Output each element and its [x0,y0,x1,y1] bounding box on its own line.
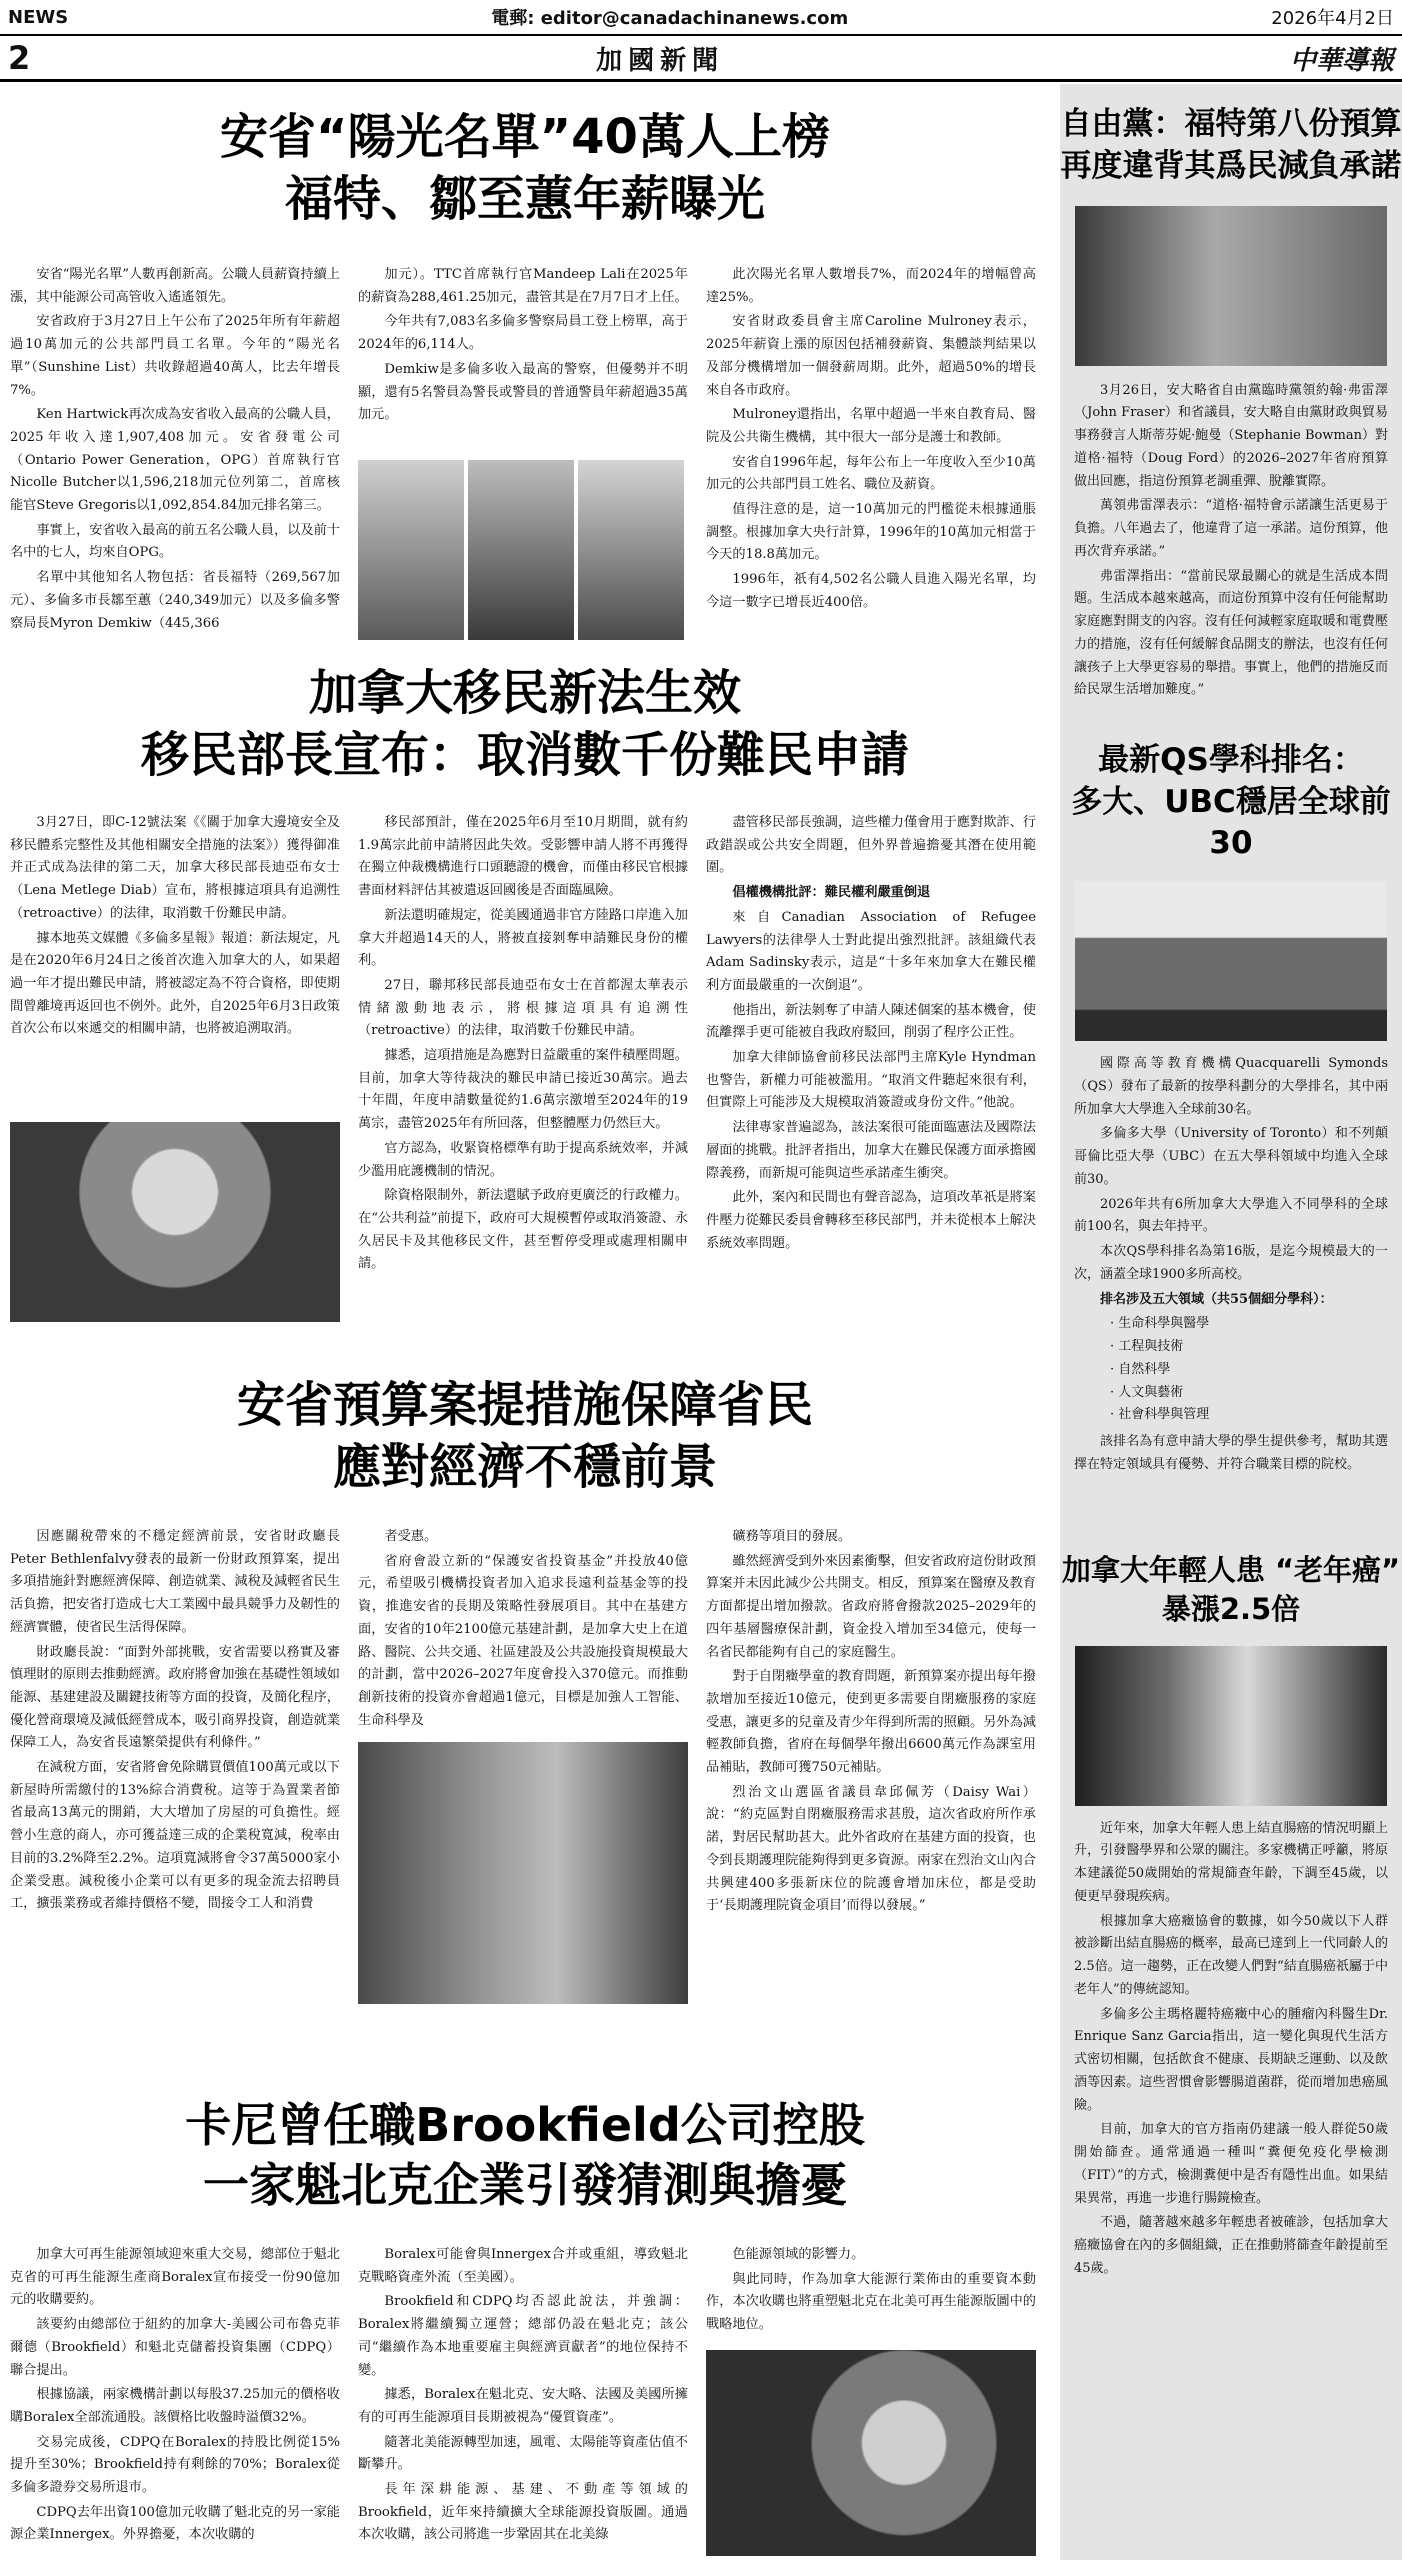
paragraph: 此外，案內和民間也有聲音認為，這項改革祇是將案件壓力從難民委員會轉移至移民部門，并未從根本上解決系統效率問題。 [706,1190,1036,1251]
headline-line-2: 移民部長宣布：取消數千份難民申請 [140,727,909,784]
paragraph: CDPQ去年出資100億加元收購了魁北克的另一家能源企業Innergex。外界擔憂，本次收購的 [10,2504,340,2543]
paragraph: 3月27日，即C-12號法案《《關于加拿大邊境安全及移民體系完整性及其他相關安全措施的法案》）獲得御准并正式成為法律的第二天，加拿大移民部長迪亞布女士（Lena Metlege Diab）宣布，將根據這項具有追溯性（retroactive）的法律，取消數千份難民申請。 [10,815,340,921]
main-column [0,84,1050,2560]
headline-line-1: 卡尼曾任職Brookfield公司控股 [185,2098,865,2152]
sidebar-article-qs-ranking [1060,740,1402,1534]
paragraph: 27日，聯邦移民部長迪亞布女士在首都渥太華表示情緒激動地表示，將根據這項具有追溯性（retroactive）的法律，取消數千份難民申請。 [358,977,688,1039]
paragraph: 雖然經濟受到外來因素衝擊，但安省政府這份財政預算案并未因此減少公共開支。相反，預算案在醫療及教育方面都提出增加撥款。省政府將會撥款2025–2029年的四年基層醫療保計劃，資金投入增加至34億元，使每一名省民都能夠有自己的家庭醫生。 [706,1553,1036,1660]
headline-line-1: 自由黨：福特第八份預算 [1060,106,1402,142]
headline-line-1: 加拿大移民新法生效 [308,665,741,721]
article-column-2 [358,2244,688,2556]
paragraph: 長年深耕能源、基建、不動產等領域的Brookfield，近年來持續擴大全球能源投資版圖。通過本次收購，該公司將進一步鞏固其在北美綠 [358,2482,688,2543]
sidebar-headline [1060,1551,1402,1629]
paragraph: 據本地英文媒體《多倫多星報》報道：新法規定，凡是在2020年6月24日之後首次進入加拿大的人，如果超過一年才提出難民申請，將被認定為不符合資格，即使期間曾離境再返回也不例外。此外，自2025年6月3日政策首次公布以來遞交的相關申請，也將被追溯取消。 [10,930,340,1037]
list-item: · 生命科學與醫學 [1110,1316,1210,1332]
headline-line-2: 應對經濟不穩前景 [332,1439,717,1496]
portrait-photo [578,460,684,640]
paragraph: 根據協議，兩家機構計劃以每股37.25加元的價格收購Boralex全部流通股。該價格比收盤時溢價32%。 [10,2387,340,2425]
article-column-3 [706,1526,1036,2010]
paragraph: 因應關稅帶來的不穩定經濟前景，安省財政廳長Peter Bethlenfalvy發表的最新一份財政預算案，提出多項措施針對應經濟保障、創造就業、減稅及減輕省民生活負擔，把安省打造成七大工業國中最具競爭力及韌性的經濟實體，使省民生活得保障。 [10,1529,340,1635]
paragraph: 此次陽光名單人數增長7%，而2024年的增幅曾高達25%。 [706,267,1036,305]
section-label: NEWS [8,6,69,28]
article-column-1 [10,2244,340,2556]
article-column-1 [10,812,340,1332]
paragraph: 不過，隨著越來越多年輕患者被確診，包括加拿大癌癥協會在內的多個組織，正在推動將篩查年齡提前至45歲。 [1074,2215,1388,2276]
subject-list [1074,1313,1388,1427]
paragraph: 根據加拿大癌癥協會的數據，如今50歲以下人群被診斷出結直腸癌的概率，最高已達到上一代同齡人的2.5倍。這一趨勢，正在改變人們對“結直腸癌祇屬于中老年人”的傳統認知。 [1074,1913,1388,1997]
headline-line-2: 再度違背其爲民減負承諾 [1060,147,1402,184]
article-headline [0,2096,1050,2216]
paragraph: 值得注意的是，這一10萬加元的門檻從未根據通脹調整。根據加拿大央行計算，1996年的10萬加元相當于今天的18.8萬加元。 [706,502,1036,563]
sidebar-headline [1060,84,1402,188]
paragraph: 在減稅方面，安省將會免除購買價值100萬元或以下新屋時所需繳付的13%綜合消費稅。這等于為置業者節省最高13萬元的開銷，大大增加了房屋的可負擔性。經營小生意的商人，亦可獲益達三成的企業稅寬減，稅率由目前的3.2%降至2.2%。這項寬減將會令37萬5000家小企業受惠。減稅後小企業可以有更多的現金流去招聘員工，擴張業務或者維持價格不變，間接令工人和消費 [10,1760,340,1912]
paragraph: 盡管移民部長強調，這些權力僅會用于應對欺詐、行政錯誤或公共安全問題，但外界普遍擔憂其潛在使用範圍。 [706,815,1036,876]
page-header [0,0,1402,80]
paragraph: 加元）。TTC首席執行官Mandeep Lali在2025年的薪資為288,461.25加元，盡管其是在7月7日才上任。 [358,267,688,305]
paragraph: 據悉，這項措施是為應對日益嚴重的案件積壓問題。目前，加拿大等待裁決的難民申請已接近30萬宗。過去十年間，年度申請數量從約1.6萬宗激增至2024年的19萬宗，盡管2025年有所回落，但整體壓力仍然巨大。 [358,1048,688,1132]
article-column-2 [358,1526,688,2010]
article-column-1 [10,264,340,664]
email-contact: 電郵: editor@canadachinanews.com [491,8,849,29]
article-columns [10,1526,1040,2010]
paragraph: 國際高等教育機構Quacquarelli Symonds（QS）發布了最新的按學科劃分的大學排名，其中兩所加拿大大學進入全球前30名。 [1074,1056,1388,1117]
budget-photo [358,1742,688,2004]
sidebar-text [1060,380,1402,720]
column-text [706,2244,1036,2340]
paragraph: 除資格限制外，新法還賦予政府更廣泛的行政權力。在“公共利益”前提下，政府可大規模暫停或取消簽證、永久居民卡及其他移民文件，甚至暫停受理或處理相關申請。 [358,1188,688,1272]
paragraph: 加拿大律師協會前移民法部門主席Kyle Hyndman也警告，新權力可能被濫用。“取消文件聽起來很有利，但實際上可能涉及大規模取消簽證或身份文件。”他說。 [706,1050,1036,1111]
paragraph: 隨著北美能源轉型加速，風電、太陽能等資產估值不斷攀升。 [358,2434,688,2473]
sidebar-text [1060,1053,1402,1533]
paragraph: 多倫多大學（University of Toronto）和不列顛哥倫比亞大學（UBC）在五大學科領域中均進入全球前30。 [1074,1126,1388,1187]
paragraph: 安省政府于3月27日上午公布了2025年所有年薪超過10萬加元的公共部門員工名單。今年的“陽光名單”（Sunshine List）共收錄超過40萬人，比去年增長7%。 [10,314,340,398]
paragraph: 近年來，加拿大年輕人患上結直腸癌的情況明顯上升，引發醫學界和公眾的關注。多家機構正呼籲，將原本建議從50歲開始的常規篩查年齡，下調至45歲，以便更早發現疾病。 [1074,1820,1388,1904]
paragraph: 他指出，新法剝奪了申請人陳述個案的基本機會，使流離擇手更可能被自我政府駁回，削弱了程序公正性。 [706,1002,1036,1041]
article-column-3 [706,812,1036,1332]
column-text [358,1526,688,1732]
paragraph: 3月26日，安大略省自由黨臨時黨領約翰·弗雷澤（John Fraser）和省議員，安大略自由黨財政與貿易事務發言人斯蒂芬妮·鮑曼（Stephanie Bowman）對道格·福特（Doug Ford）的2026–2027年省府預算做出回應，指這份預算老調重彈、脫離實際。 [1074,382,1388,489]
issue-date: 2026年4月2日 [1271,8,1394,29]
column-text [358,264,688,450]
paragraph: 移民部預計，僅在2025年6月至10月期間，就有約1.9萬宗此前申請將因此失效。受影響申請人將不再獲得在獨立仲裁機構進行口頭聽證的機會，而僅由移民官根據書面材料評估其被遣返回國後是否面臨風險。 [358,815,688,899]
article-headline [0,1374,1050,1499]
article-columns [10,264,1040,664]
article-immigration-law [0,662,1050,1422]
paragraph: 弗雷澤指出：“當前民眾最關心的就是生活成本問題。生活成本越來越高，而這份預算中沒有任何能幫助家庭應對開支的內容。沒有任何減輕家庭取暖和電費壓力的措施，沒有任何緩解食品開支的辦法，也沒有任何讓孩子上大學更容易的舉措。事實上，他們的措施反而給民眾生活增加難度。” [1074,568,1388,698]
paragraph: 色能源領域的影響力。 [732,2247,865,2262]
sidebar-article-liberal [1060,84,1402,720]
paragraph: 安省財政委員會主席Caroline Mulroney表示，2025年薪資上漲的原因包括補發薪資、集體談判結果以及部分機構增加一個發薪周期。此外，超過50%的增長來自各市政府。 [706,314,1036,398]
headline-line-1: 最新QS學科排名： [1098,741,1364,778]
column-text [10,812,340,1112]
minister-photo [10,1122,340,1322]
article-headline [0,662,1050,787]
headline-line-2: 多大、UBC穩居全球前30 [1071,783,1391,862]
article-sunshine-list [0,84,1050,684]
paragraph: 據悉，Boralex在魁北克、安大略、法國及美國所擁有的可再生能源項目長期被視為“優質資產”。 [358,2387,688,2425]
article-column-2 [358,264,688,664]
paragraph: 該要約由總部位于紐約的加拿大-美國公司布魯克菲爾德（Brookfield）和魁北克儲蓄投資集團（CDPQ）聯合提出。 [10,2317,340,2378]
header-divider [0,34,1402,36]
page-number: 2 [8,39,31,77]
paragraph: 安省“陽光名單”人數再創新高。公職人員薪資持續上漲，其中能源公司高管收入遙遙領先。 [10,267,340,305]
paragraph: 者受惠。 [384,1529,438,1544]
sidebar-photo [1075,206,1387,366]
header-divider-bottom [0,79,1402,82]
paragraph: 法律專家普遍認為，該法案很可能面臨憲法及國際法層面的挑戰。批評者指出，加拿大在難民保護方面承擔國際義務，而新規可能與這些承諾產生衝突。 [706,1120,1036,1181]
paragraph: Ken Hartwick再次成為安省收入最高的公職人員，2025年收入達1,907,408加元。安省發電公司（Ontario Power Generation，OPG）首席執行官Nicolle Butcher以1,596,218加元位列第二，首席核能官Steve Gregoris以1,092,854.84加元排名第三。 [10,407,340,514]
header-top-bar [0,0,1402,34]
carney-photo [706,2350,1036,2556]
article-columns [10,812,1040,1332]
article-column-1 [10,1526,340,2010]
header-masthead [0,38,1402,78]
paragraph: 新法還明確規定，從美國通過非官方陸路口岸進入加拿大并超過14天的人，將被直接剝奪申請難民身份的權利。 [358,907,688,969]
headline-line-1: 安省預算案提措施保障省民 [236,1377,813,1433]
paragraph: Boralex可能會與Innergex合并或重組，導致魁北克戰略資產外流（至美國）。 [358,2247,688,2285]
article-columns [10,2244,1040,2556]
sidebar-headline [1060,740,1402,866]
paragraph: 對于自閉癥學童的教育問題，新預算案亦提出每年撥款增加至接近10億元，使到更多需要自閉癥服務的家庭受惠，讓更多的兒童及青少年得到所需的照顧。另外為減輕教師負擔，省府在每個學年撥出6600萬元作為課室用品補貼，教師可獲750元補貼。 [706,1669,1036,1776]
headline-line-1: 加拿大年輕人患 “老年癌” [1061,1553,1401,1588]
paragraph: 交易完成後，CDPQ在Boralex的持股比例從15%提升至30%；Brookfield持有剩餘的70%；Boralex從多倫多證券交易所退市。 [10,2434,340,2496]
paragraph: Mulroney還指出，名單中超過一半來自教育局、醫院及公共衛生機構，其中很大一部分是護士和教師。 [706,407,1036,445]
paragraph: 烈治文山選區省議員韋邱佩芳（Daisy Wai）說：“約克區對自閉癥服務需求甚殷，這次省政府所作承諾，對居民幫助甚大。此外省政府在基建方面的投資，也令到長期護理院能夠得到更多資源。兩家在烈治文山內合共興建400多張新床位的院護會增加床位，都是受助于‘長期護理院資金項目’而得以發展。” [706,1784,1036,1914]
newspaper-logo: 中華導報 [1289,45,1394,76]
paragraph: 1996年，祇有4,502名公職人員進入陽光名單，均今這一數字已增長近400倍。 [706,572,1036,610]
sidebar-photo [1075,1646,1387,1806]
sidebar-photo [1075,881,1387,1041]
paragraph: 名單中其他知名人物包括：省長福特（269,567加元）、多倫多市長鄒至蕙（240,349加元）以及多倫多警察局長Myron Demkiw（445,366 [10,570,340,631]
paragraph: 礦務等項目的發展。 [732,1529,852,1544]
list-item: · 工程與技術 [1110,1339,1184,1355]
paragraph: 與此同時，作為加拿大能源行業佈由的重要資本動作，本次收購也將重塑魁北克在北美可再生能源版圖中的戰略地位。 [706,2271,1036,2333]
paragraph: 萬領弗雷澤表示：“道格·福特會示諾讓生活更易于負擔。八年過去了，他違背了這一承諾。這份預算，他再次背弃承諾。” [1074,498,1388,559]
paragraph: 目前，加拿大的官方指南仍建議一般人群從50歲開始篩查。通常通過一種叫“糞便免疫化學檢測（FIT）”的方式，檢測糞便中是否有隱性出血。如果結果異常，再進一步進行腸鏡檢查。 [1074,2122,1388,2206]
paragraph: 多倫多公主瑪格麗特癌癥中心的腫瘤內科醫生Dr. Enrique Sanz Garcia指出，這一變化與現代生活方式密切相關，包括飲食不健康、長期缺乏運動、以及飲酒等因素。這些習慣會影響腸道菌群，從而增加患癌風險。 [1074,2006,1388,2113]
list-item: · 社會科學與管理 [1110,1407,1210,1423]
article-ontario-budget [0,1374,1050,2114]
sidebar-article-colorectal [1060,1551,1402,2287]
headline-line-2: 一家魁北克企業引發猜測與擔憂 [203,2157,847,2212]
headline-line-2: 暴漲2.5倍 [1161,1592,1301,1627]
portrait-photo [468,460,574,640]
list-item: · 自然科學 [1110,1361,1171,1377]
paragraph: Demkiw是多倫多收入最高的警察，但優勢并不明顯，還有5名警員為警長或警員的普通警員年薪超過35萬加元。 [358,361,688,423]
sidebar [1060,84,1402,2560]
sidebar-text [1060,1818,1402,2288]
paragraph: Brookfield和CDPQ均否認此說法，并強調：Boralex將繼續獨立運營；總部仍設在魁北克；該公司“繼續作為本地重要雇主與經濟貢獻者”的地位保持不變。 [358,2294,688,2378]
list-heading: 排名涉及五大領域（共55個細分學科）： [1100,1291,1333,1307]
article-column-2 [358,812,688,1332]
paragraph: 今年共有7,083名多倫多警察局員工登上榜單，高于2024年的6,114人。 [358,314,688,353]
list-item: · 人文與藝術 [1110,1384,1184,1400]
paragraph: 官方認為，收緊資格標準有助于提高系統效率，并減少濫用庇護機制的情況。 [358,1140,688,1179]
paragraph: 省府會設立新的“保護安省投資基金”并投放40億元，希望吸引機構投資者加入追求長遠利益基金等的投資，推進安省的長期及策略性發展項目。其中在基建方面，安省的10年2100億元基建計劃，是加拿大史上在道路、醫院、公共交通、社區建設及公共設施投資規模最大的計劃，當中2026–2027年度會投入370億元。而推動創新技術的投資亦會超過1億元，目標是加強人工智能、生命科學及 [358,1553,688,1728]
headline-line-2: 福特、鄒至蕙年薪曝光 [284,171,765,228]
paragraph: 來自Canadian Association of Refugee Lawyers的法律學人士對此提出強烈批評。該組織代表Adam Sadinsky表示，這是“十多年來加拿大在難民權利方面最嚴重的一次倒退”。 [706,909,1036,993]
paragraph: 安省自1996年起，每年公布上一年度收入至少10萬加元的公共部門員工姓名、職位及薪資。 [706,454,1036,493]
paragraph: 本次QS學科排名為第16版，是迄今規模最大的一次，涵蓋全球1900多所高校。 [1074,1244,1388,1282]
article-headline [0,84,1050,231]
portrait-strip [358,460,688,640]
article-brookfield [0,2096,1050,2560]
paragraph: 2026年共有6所加拿大大學進入不同學科的全球前100名，與去年持平。 [1074,1196,1388,1235]
subheading: 倡權機構批評：難民權利嚴重倒退 [732,885,931,901]
section-name: 加國新聞 [596,45,725,76]
portrait-photo [358,460,464,640]
headline-line-1: 安省“陽光名單”40萬人上榜 [220,109,830,165]
paragraph: 該排名為有意申請大學的學生提供參考，幫助其選擇在特定領域具有優勢、并符合職業目標的院校。 [1074,1434,1388,1472]
paragraph: 事實上，安省收入最高的前五名公職人員，以及前十名中的七人，均來自OPG。 [10,522,340,561]
article-column-3 [706,264,1036,664]
article-column-3 [706,2244,1036,2556]
paragraph: 加拿大可再生能源領域迎來重大交易，總部位于魁北克省的可再生能源生產商Boralex宣布接受一份90億加元的收購要約。 [10,2247,340,2308]
paragraph: 財政廳長說：“面對外部挑戰，安省需要以務實及審慎理財的原則去推動經濟。政府將會加強在基礎性領域如能源、基建建設及關鍵技術等方面的投資，及簡化程序，優化營商環境及減低經營成本，吸引商界投資，創造就業保障工人，為安省長遠繁榮提供有利條件。” [10,1644,340,1751]
